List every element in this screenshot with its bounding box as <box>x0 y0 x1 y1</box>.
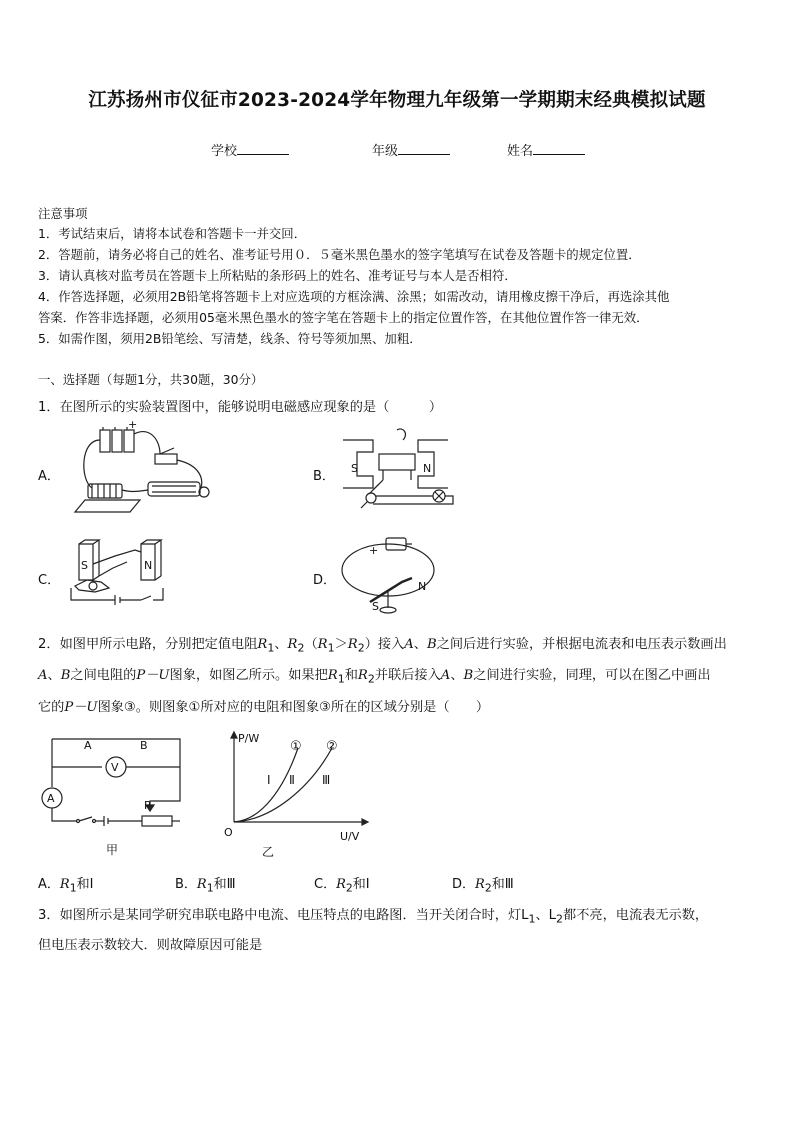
school-label: 学校 <box>211 144 238 159</box>
magnet-s-label: S <box>351 462 358 475</box>
q1-option-c[interactable]: C． <box>38 573 61 588</box>
origin-label: O <box>224 826 233 839</box>
question-2-line-3: 它的P－U图象③。则图象①所对应的电阻和图象③所在的区域分别是（ ） <box>38 700 490 715</box>
question-2-line-1: 2．如图甲所示电路，分别把定值电阻$R_1$、$R_2(R_1>R_2)$接入A、B之间后进行实验，并根据电流表和电压表示数画出 <box>38 637 727 655</box>
x-axis-label: U/V <box>340 830 360 843</box>
y-axis-label: P/W <box>238 732 260 745</box>
notice-item: 4．作答选择题，必须用2B铅笔将答题卡上对应选项的方框涂满、涂黑；如需改动，请用橡皮擦干净后，再选涂其他 <box>38 289 670 304</box>
question-1-stem: 1．在图所示的实验装置图中，能够说明电磁感应现象的是（ ） <box>38 400 443 415</box>
needle-n-label: N <box>418 580 427 593</box>
region-ii-label: Ⅱ <box>289 773 295 787</box>
slider-p-label: P <box>144 799 151 812</box>
school-field[interactable] <box>211 140 289 159</box>
question-3-line-1: 3．如图所示是某同学研究串联电路中电流、电压特点的电路图．当开关闭合时，灯$L_1$、$L_2$都不亮，电流表无示数， <box>38 908 709 926</box>
notice-item: 3．请认真核对监考员在答题卡上所粘贴的条形码上的姓名、准考证号与本人是否相符． <box>38 268 517 283</box>
magnet-s-label: S <box>81 559 88 572</box>
q2-figure-yi <box>222 728 372 860</box>
q2-option-b[interactable]: B．$R_1$和Ⅲ <box>175 877 236 895</box>
notice-item: 2．答题前，请务必将自己的姓名、准考证号用０．５毫米黑色墨水的签字笔填写在试卷及答题卡的规定位置． <box>38 247 641 262</box>
notice-item: 答案．作答非选择题，必须用05毫米黑色墨水的签字笔在答题卡上的指定位置作答，在其他位置作答一律无效． <box>38 310 649 325</box>
grade-blank[interactable] <box>398 141 450 155</box>
ammeter-label: A <box>47 792 55 805</box>
section-heading: 一、选择题（每题1分，共30题，30分） <box>38 372 264 387</box>
q2-option-d[interactable]: D．$R_2$和Ⅲ <box>452 877 514 895</box>
name-label: 姓名 <box>507 144 534 159</box>
q1-figure-a <box>70 420 220 520</box>
name-field[interactable] <box>507 140 585 159</box>
magnet-n-label: N <box>144 559 153 572</box>
figure-yi-caption: 乙 <box>262 845 275 859</box>
name-blank[interactable] <box>533 141 585 155</box>
needle-s-label: S <box>372 600 379 613</box>
notice-item: 5．如需作图，须用2B铅笔绘、写清楚，线条、符号等须加黑、加粗． <box>38 331 422 346</box>
battery-plus-label: + <box>369 544 379 557</box>
region-i-label: Ⅰ <box>267 773 271 787</box>
q2-option-a[interactable]: A．$R_1$和Ⅰ <box>38 877 94 895</box>
page-title: 江苏扬州市仪征市2023-2024学年物理九年级第一学期期末经典模拟试题 <box>88 90 706 111</box>
magnet-n-label: N <box>423 462 432 475</box>
q1-option-a[interactable]: A． <box>38 469 60 484</box>
q1-figure-b <box>343 430 458 520</box>
q2-option-c[interactable]: C．$R_2$和Ⅰ <box>314 877 370 895</box>
terminal-a-label: A <box>84 739 92 752</box>
battery-plus-label: + <box>128 418 138 431</box>
curve-2-label: ② <box>326 739 338 754</box>
q2-figure-jia <box>38 735 198 860</box>
q1-option-d[interactable]: D． <box>313 573 337 588</box>
region-iii-label: Ⅲ <box>322 773 331 787</box>
question-3-line-2: 但电压表示数较大．则故障原因可能是 <box>38 938 263 953</box>
grade-field[interactable] <box>372 140 450 159</box>
school-blank[interactable] <box>237 141 289 155</box>
figure-jia-caption: 甲 <box>106 843 119 857</box>
grade-label: 年级 <box>372 144 399 159</box>
q1-figure-d <box>340 532 440 617</box>
terminal-b-label: B <box>140 739 148 752</box>
notice-item: 1．考试结束后，请将本试卷和答题卡一并交回． <box>38 226 307 241</box>
q1-figure-c <box>65 540 180 610</box>
question-2-line-2: A、B之间电阻的P－U图象，如图乙所示。如果把$R_1$和$R_2$并联后接入A、B之间进行实验，同理，可以在图乙中画出 <box>38 668 711 686</box>
voltmeter-label: V <box>111 761 119 774</box>
q1-option-b[interactable]: B． <box>313 469 335 484</box>
notice-heading: 注意事项 <box>38 206 88 221</box>
curve-1-label: ① <box>290 739 302 754</box>
